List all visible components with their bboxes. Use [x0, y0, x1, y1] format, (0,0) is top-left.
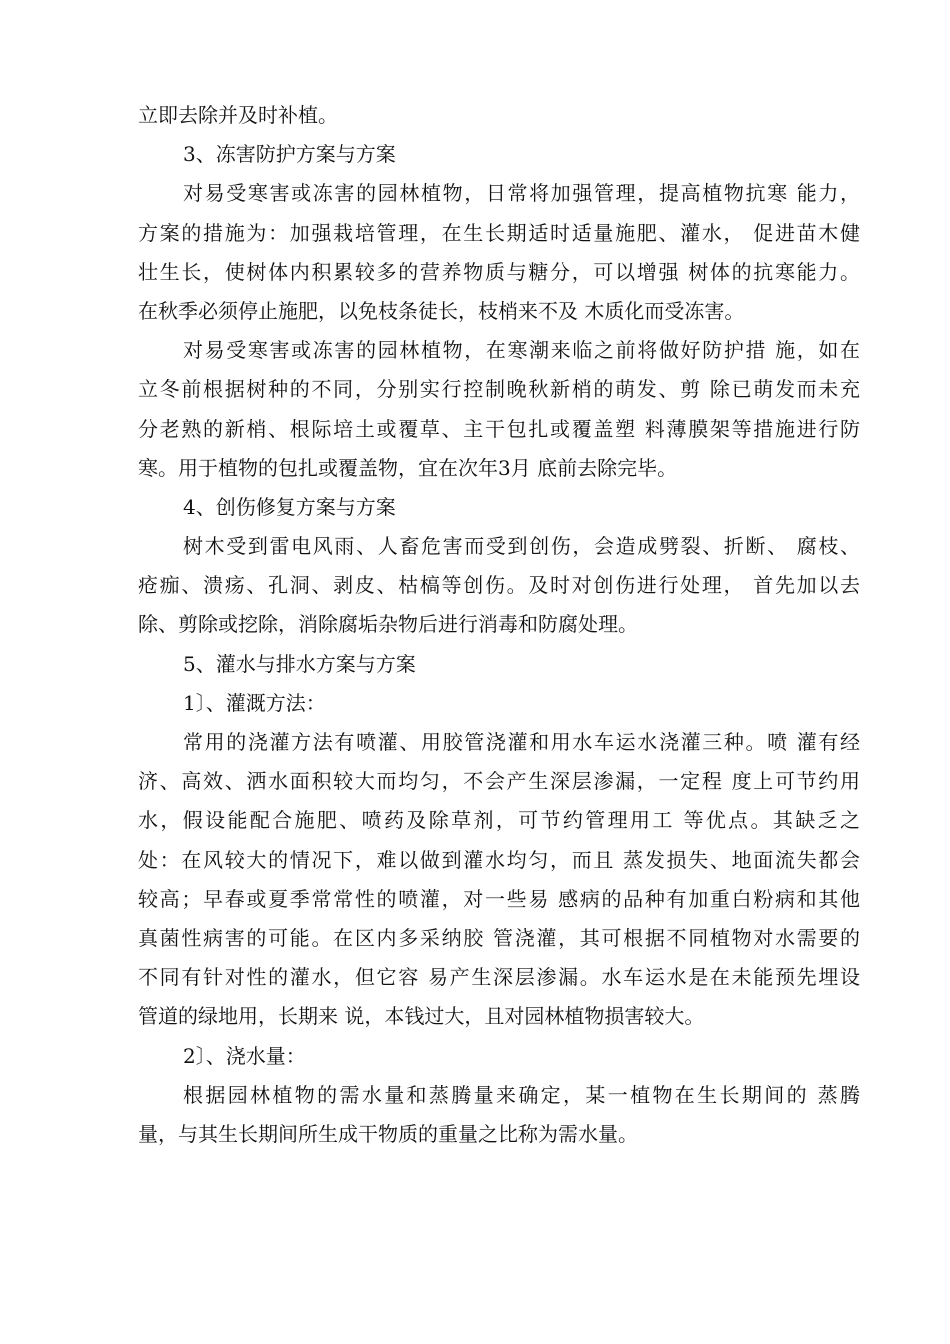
section-heading-frost-protection: 3、冻害防护方案与方案 [183, 142, 396, 167]
text-line: 较高；早春或夏季常常性的喷灌，对一些易 感病的品种有加重白粉病和其他 [138, 886, 860, 911]
text-line: 管道的绿地用，长期来 说，本钱过大，且对园林植物损害较大。 [138, 1004, 705, 1029]
text-line: 处：在风较大的情况下，难以做到灌水均匀，而且 蒸发损失、地面流失都会 [138, 847, 860, 872]
text-line: 在秋季必须停止施肥，以免枝条徒长，枝梢来不及 木质化而受冻害。 [138, 298, 745, 323]
text-line: 济、高效、洒水面积较大而均匀，不会产生深层渗漏，一定程 度上可节约用 [138, 769, 860, 794]
text-line: 立冬前根据树种的不同，分别实行控制晚秋新梢的萌发、剪 除已萌发而未充 [138, 377, 860, 402]
text-line: 寒。用于植物的包扎或覆盖物，宜在次年3月 底前去除完毕。 [138, 455, 678, 480]
document-page [138, 96, 860, 1154]
text-line: 除、剪除或挖除，消除腐垢杂物后进行消毒和防腐处理。 [138, 612, 638, 637]
text-line: 分老熟的新梢、根际培土或覆草、主干包扎或覆盖塑 料薄膜架等措施进行防 [138, 416, 860, 441]
text-line: 对易受寒害或冻害的园林植物，在寒潮来临之前将做好防护措 施，如在 [183, 338, 860, 363]
section-heading-irrigation-drainage: 5、灌水与排水方案与方案 [183, 651, 416, 676]
text-line: 对易受寒害或冻害的园林植物，日常将加强管理，提高植物抗寒 能力， [183, 181, 860, 206]
text-line: 水，假设能配合施肥、喷药及除草剂，可节约管理用工 等优点。其缺乏之 [138, 808, 860, 833]
text-line: 疮痂、溃疡、孔洞、剥皮、枯槁等创伤。及时对创伤进行处理， 首先加以去 [138, 573, 860, 598]
text-line: 根据园林植物的需水量和蒸腾量来确定，某一植物在生长期间的 蒸腾 [183, 1082, 860, 1107]
text-line: 常用的浇灌方法有喷灌、用胶管浇灌和用水车运水浇灌三种。喷 灌有经 [183, 730, 860, 754]
text-line: 壮生长，使树体内积累较多的营养物质与糖分，可以增强 树体的抗寒能力。 [138, 259, 860, 284]
text-line: 树木受到雷电风雨、人畜危害而受到创伤，会造成劈裂、折断、 腐枝、 [183, 534, 860, 559]
section-heading-wound-repair: 4、创伤修复方案与方案 [183, 494, 396, 519]
text-line: 方案的措施为：加强栽培管理，在生长期适时适量施肥、灌水， 促进苗木健 [138, 220, 860, 245]
subsection-heading-irrigation-method: 1〕、灌溉方法： [183, 690, 326, 715]
subsection-heading-water-amount: 2〕、浇水量： [183, 1043, 306, 1068]
text-line: 量，与其生长期间所生成干物质的重量之比称为需水量。 [138, 1121, 638, 1146]
text-line: 不同有针对性的灌水，但它容 易产生深层渗漏。水车运水是在未能预先埋设 [138, 965, 860, 990]
text-line: 立即去除并及时补植。 [138, 103, 338, 127]
text-line: 真菌性病害的可能。在区内多采纳胶 管浇灌，其可根据不同植物对水需要的 [138, 925, 860, 950]
